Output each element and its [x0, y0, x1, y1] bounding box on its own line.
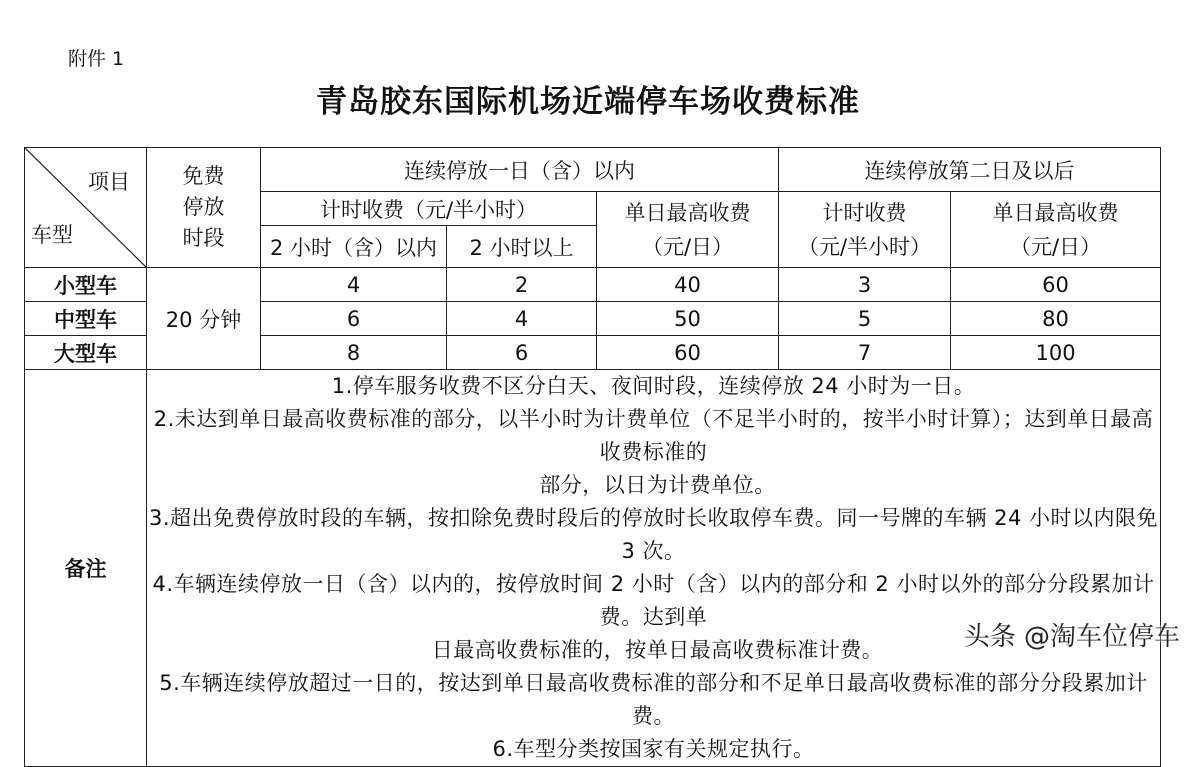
- within-2h-cell: 8: [261, 336, 447, 370]
- item-label: 项目: [88, 170, 130, 194]
- note-text: 5.车辆连续停放超过一日的，按达到单日最高收费标准的部分和不足单日最高收费标准的部分分段累加计费。: [159, 671, 1148, 728]
- second-daily-max-cell: 80: [951, 302, 1161, 336]
- notes-label: 备注: [25, 370, 147, 767]
- free-period-value: 20 分钟: [147, 268, 261, 370]
- second-hourly-cell: 7: [779, 336, 951, 370]
- daily-max-fee-header: 单日最高收费 （元/日）: [597, 192, 779, 268]
- second-daily-max-cell: 100: [951, 336, 1161, 370]
- daily-max-cell: 50: [597, 302, 779, 336]
- within-2h-cell: 6: [261, 302, 447, 336]
- fee-table: [24, 147, 1161, 767]
- note-continuation: 部分，以日为计费单位。: [539, 473, 776, 497]
- note-item: [147, 733, 1160, 766]
- note-item: [147, 667, 1160, 733]
- hourly-fee-header: 计时收费（元/半小时）: [261, 192, 597, 226]
- within-2h-cell: 4: [261, 268, 447, 302]
- second-hourly-cell: 3: [779, 268, 951, 302]
- note-text: 4.车辆连续停放一日（含）以内的，按停放时间 2 小时（含）以内的部分和 2 小时以外的部分分段累加计费。达到单: [152, 572, 1155, 629]
- within-2h-header: 2 小时（含）以内: [261, 226, 447, 268]
- note-item: [147, 370, 1160, 403]
- watermark: 头条 @淘车位停车: [963, 622, 1180, 652]
- attachment-label: 附件 1: [68, 48, 125, 70]
- page-title: 青岛胶东国际机场近端停车场收费标准: [316, 84, 860, 120]
- daily-max-cell: 60: [597, 336, 779, 370]
- within-one-day-header: 连续停放一日（含）以内: [261, 148, 779, 192]
- vehicle-type-cell: 大型车: [25, 336, 147, 370]
- second-daily-max-header: 单日最高收费 （元/日）: [951, 192, 1161, 268]
- second-day-header: 连续停放第二日及以后: [779, 148, 1161, 192]
- note-item: [147, 403, 1160, 502]
- note-text: 2.未达到单日最高收费标准的部分，以半小时为计费单位（不足半小时的，按半小时计算）；达到单日最高收费标准的: [153, 407, 1154, 464]
- note-continuation: 日最高收费标准的，按单日最高收费标准计费。: [431, 638, 884, 662]
- note-item: [147, 502, 1160, 568]
- second-daily-max-cell: 60: [951, 268, 1161, 302]
- over-2h-cell: 2: [447, 268, 597, 302]
- vehicle-type-cell: 中型车: [25, 302, 147, 336]
- note-text: 6.车型分类按国家有关规定执行。: [492, 737, 815, 761]
- table-row: [25, 268, 1161, 302]
- note-text: 1.停车服务收费不区分白天、夜间时段，连续停放 24 小时为一日。: [331, 374, 976, 398]
- daily-max-cell: 40: [597, 268, 779, 302]
- second-hourly-fee-header: 计时收费 （元/半小时）: [779, 192, 951, 268]
- over-2h-header: 2 小时以上: [447, 226, 597, 268]
- vehicle-type-label: 车型: [31, 223, 73, 247]
- diagonal-header-cell: [25, 148, 147, 268]
- second-hourly-cell: 5: [779, 302, 951, 336]
- over-2h-cell: 4: [447, 302, 597, 336]
- note-text: 3.超出免费停放时段的车辆，按扣除免费时段后的停放时长收取停车费。同一号牌的车辆 24 小时以内限免 3 次。: [148, 506, 1159, 563]
- vehicle-type-cell: 小型车: [25, 268, 147, 302]
- over-2h-cell: 6: [447, 336, 597, 370]
- free-period-header: 免费 停放 时段: [147, 148, 261, 268]
- notes-cell: [147, 370, 1161, 767]
